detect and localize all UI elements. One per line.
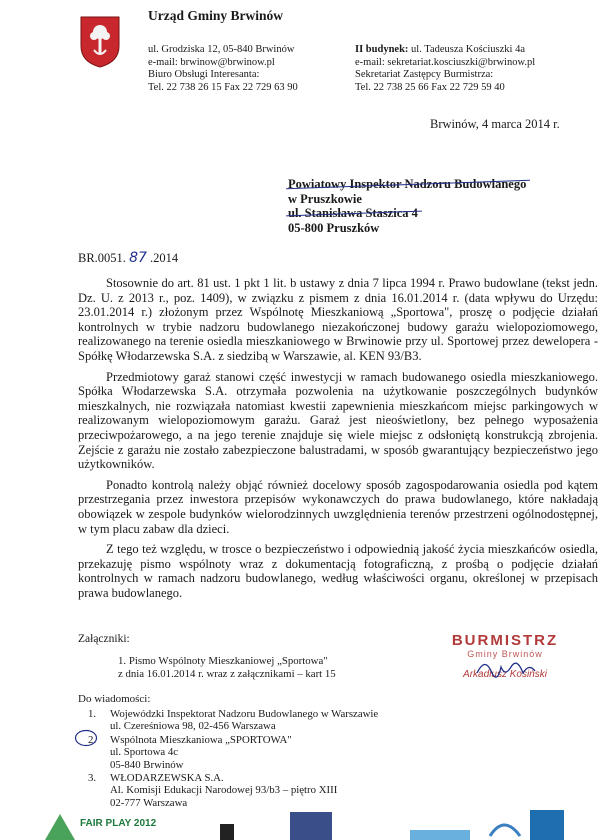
- second-building-address: ul. Tadeusza Kościuszki 4a: [408, 44, 525, 55]
- attachment-number: 1.: [118, 655, 127, 667]
- letter-date: Brwinów, 4 marca 2014 r.: [430, 117, 560, 131]
- attachment-item: [118, 655, 336, 681]
- notify-text: [110, 708, 378, 733]
- header-office-label: Biuro Obsługi Interesanta:: [148, 69, 260, 80]
- notify-item: [88, 772, 378, 809]
- footer-logos: [0, 806, 614, 840]
- paragraph-1: Stosownie do art. 81 ust. 1 pkt 1 lit. b ustawy z dnia 7 lipca 1994 r. Prawo budowlane (tekst jedn. Dz. U. z 2013 r., poz. 1409), w związku z pismem z dnia 16.01.2014 r. (data wpływu do Urzędu: 23.01.2014 r.) złożonym przez Wspólnotę Mieszkaniową „Sportowa", proszę o podjęcie działań kontrolnych w trybie nadzoru budowlanego niezakończonej budowy garażu wielopoziomowego, realizowanego na terenie osiedla mieszkaniowego w Brwinowie przy ul. Sportowej przez dewelopera - Spółkę Włodarzewska S.A. z siedzibą w Warszawie, al. KEN 93/B3.: [78, 276, 598, 363]
- notify-number: 2.: [88, 733, 97, 746]
- recipient-line-1: [288, 177, 526, 192]
- stamp-title: BURMISTRZ: [451, 632, 559, 649]
- paragraph-3: Ponadto kontrolą należy objąć również docelowy sposób zagospodarowania osiedla pod kątem przestrzegania przez inwestora przepisów wykonawczych do prawa budowlanego, które nakładają obowiązek w zespole budynków wielorodzinnych uwzględnienia terenów przestrzeni ogólnodostępnej, w tym placu zabaw dla dzieci.: [78, 477, 598, 536]
- recipient-block: [288, 177, 526, 235]
- fairplay-logo-text: FAIR PLAY 2012: [80, 818, 157, 829]
- header-email: e-mail: brwinow@brwinow.pl: [148, 56, 275, 68]
- notify-line: ul. Czereśniowa 98, 02-456 Warszawa: [110, 720, 276, 733]
- recipient-line-2: w Pruszkowie: [288, 191, 362, 206]
- notify-list: [88, 708, 378, 810]
- attachment-line-1: [118, 655, 336, 668]
- attachments-label: Załączniki:: [78, 633, 130, 645]
- notify-number: 3.: [88, 772, 97, 785]
- stamp-subtitle: Gminy Brwinów: [467, 649, 543, 659]
- header-address: ul. Grodziska 12, 05-840 Brwinów: [148, 44, 295, 55]
- brwinow-crest-icon: [80, 16, 120, 68]
- notify-line: WŁODARZEWSKA S.A.: [110, 772, 224, 785]
- reference-number: [78, 250, 178, 266]
- notify-line: ul. Sportowa 4c: [110, 746, 179, 759]
- header-right-phone: Tel. 22 738 25 66 Fax 22 729 59 40: [355, 81, 505, 93]
- notify-line: Wspólnota Mieszkaniowa „SPORTOWA": [110, 733, 292, 746]
- second-building-label: II budynek:: [355, 44, 409, 55]
- paragraph-4: Z tego też względu, w trosce o bezpieczeństwo i odpowiednią jakość życia mieszkańców osiedla, przekazuję pismo wspólnoty wraz z dokumentacją fotograficzną, z prośbą o podjęcie działań kontrolnych w ramach nadzoru budowlanego, według właściwości organu, określonej w przepisach prawa budowlanego.: [78, 542, 598, 600]
- recipient-name: Powiatowy Inspektor Nadzoru Budowlanego: [288, 177, 527, 191]
- header-right-contact: [355, 44, 535, 94]
- notify-line: Wojewódzki Inspektorat Nadzoru Budowlanego w Warszawie: [110, 708, 379, 720]
- notify-item: [88, 708, 378, 733]
- stamp-name: Arkadiusz Kosiński: [463, 669, 547, 680]
- notify-line: Al. Komisji Edukacji Narodowej 93/b3 – piętro XIII: [110, 784, 338, 797]
- reference-prefix: BR.0051.: [78, 251, 126, 265]
- reference-suffix: .2014: [150, 251, 179, 265]
- attachment-title: Pismo Wspólnoty Mieszkaniowej „Sportowa": [128, 655, 328, 667]
- notify-text: [110, 772, 337, 809]
- recipient-street: ul. Stanisława Staszica 4: [288, 206, 418, 220]
- notify-label: Do wiadomości:: [78, 693, 151, 705]
- signature-icon: [475, 655, 555, 681]
- header-left-contact: [148, 44, 298, 94]
- header-right-secretariat: Sekretariat Zastępcy Burmistrza:: [355, 69, 494, 80]
- office-name: Urząd Gminy Brwinów: [148, 8, 283, 23]
- attachment-line-2: z dnia 16.01.2014 r. wraz z załącznikami – kart 15: [118, 668, 336, 680]
- header-phone: Tel. 22 738 26 15 Fax 22 729 63 90: [148, 81, 298, 93]
- reference-handwritten: 87: [129, 250, 147, 266]
- notify-line: 02-777 Warszawa: [110, 796, 188, 809]
- notify-number: 1.: [88, 708, 97, 720]
- recipient-line-4: 05-800 Pruszków: [288, 220, 380, 235]
- handwritten-circle-icon: [74, 729, 98, 747]
- paragraph-2: Przedmiotowy garaż stanowi część inwestycji w ramach budowanego osiedla mieszkaniowego. Spółka Włodarzewska S.A. otrzymała pozwolenia na użytkowanie poszczególnych budynków mieszkalnych, nie rozwiązała natomiast kwestii zapewnienia mieszkańcom miejsc parkingowych w realizowanym wielopoziomowym garażu. Garaż jest nieoświetlony, bez pełnego wyposażenia przeciwpożarowego, a na jego terenie znajduje się wiele miejsc z odsłoniętą konstrukcją zbrojenia. Zejście z garażu nie zostało zabezpieczone balustradami, w sposób gwarantujący bezpieczeństwo jego użytkowników.: [78, 369, 598, 472]
- recipient-line-3: [288, 206, 526, 221]
- letter-body: [78, 276, 598, 606]
- notify-item: [88, 734, 378, 771]
- header-right-email: e-mail: sekretariat.kosciuszki@brwinow.pl: [355, 56, 536, 68]
- header-second-building: [355, 44, 535, 57]
- notify-text: [110, 734, 292, 771]
- notify-line: 05-840 Brwinów: [110, 758, 184, 771]
